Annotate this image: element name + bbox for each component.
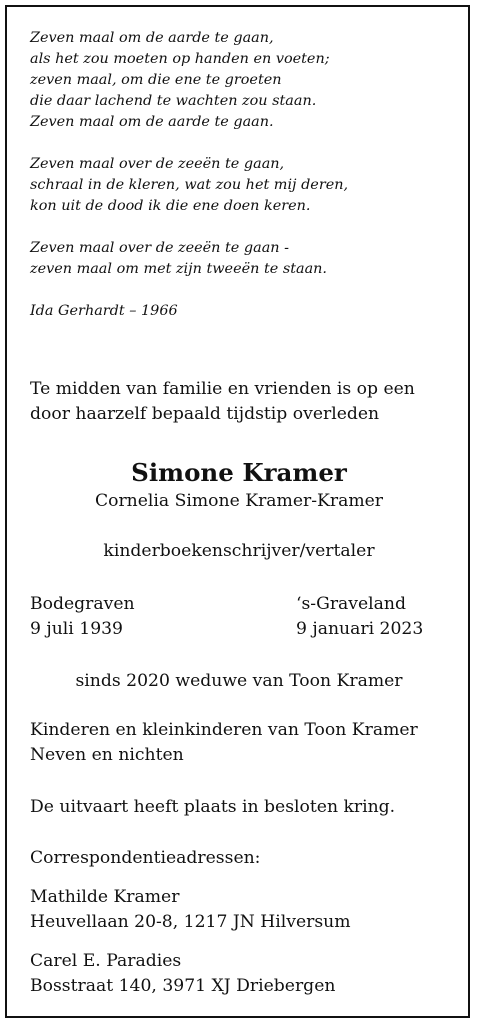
poem-line: Zeven maal over de zeeën te gaan - — [30, 240, 289, 256]
poem-line: Zeven maal om de aarde te gaan. — [30, 114, 274, 130]
poem — [30, 28, 450, 322]
family-line: Kinderen en kleinkinderen van Toon Kramer — [30, 720, 418, 740]
poem-line: Zeven maal over de zeeën te gaan, — [30, 156, 285, 172]
birth-info — [30, 592, 135, 641]
address-name: Carel E. Paradies — [30, 951, 182, 971]
intro-text — [30, 377, 415, 426]
family-list — [30, 718, 418, 767]
poem-line: zeven maal, om die ene te groeten — [30, 72, 282, 88]
deceased-name: Simone Kramer — [131, 458, 347, 487]
poem-line: Zeven maal om de aarde te gaan, — [30, 30, 274, 46]
deceased-profession: kinderboekenschrijver/vertaler — [103, 541, 375, 561]
poem-line: als het zou moeten op handen en voeten; — [30, 51, 330, 67]
address-name: Mathilde Kramer — [30, 887, 180, 907]
deceased-full-name: Cornelia Simone Kramer-Kramer — [94, 491, 384, 511]
death-place: ‘s-Graveland — [296, 594, 406, 614]
death-info — [296, 592, 423, 641]
poem-stanza-3 — [30, 238, 450, 280]
intro-line: door haarzelf bepaald tijdstip overleden — [30, 403, 380, 424]
poem-stanza-1 — [30, 28, 450, 133]
family-line: Neven en nichten — [30, 744, 184, 765]
correspondence-address — [30, 885, 351, 934]
correspondence-heading: Correspondentieadressen: — [30, 848, 261, 868]
poem-line: zeven maal om met zijn tweeën te staan. — [30, 261, 327, 277]
poem-author: Ida Gerhardt – 1966 — [30, 303, 178, 319]
address-street: Bosstraat 140, 3971 XJ Driebergen — [30, 975, 336, 996]
widow-note: sinds 2020 weduwe van Toon Kramer — [75, 671, 403, 691]
funeral-note: De uitvaart heeft plaats in besloten kring. — [30, 797, 396, 817]
poem-line: kon uit de dood ik die ene doen keren. — [30, 198, 311, 214]
intro-line: Te midden van familie en vrienden is op een — [30, 379, 415, 399]
poem-line: die daar lachend te wachten zou staan. — [30, 93, 317, 109]
address-street: Heuvellaan 20-8, 1217 JN Hilversum — [30, 911, 351, 932]
birth-place: Bodegraven — [30, 594, 135, 614]
death-date: 9 januari 2023 — [296, 618, 424, 639]
correspondence-address — [30, 949, 335, 998]
poem-line: schraal in de kleren, wat zou het mij deren, — [30, 177, 349, 193]
poem-stanza-2 — [30, 154, 450, 217]
birth-date: 9 juli 1939 — [30, 618, 123, 639]
